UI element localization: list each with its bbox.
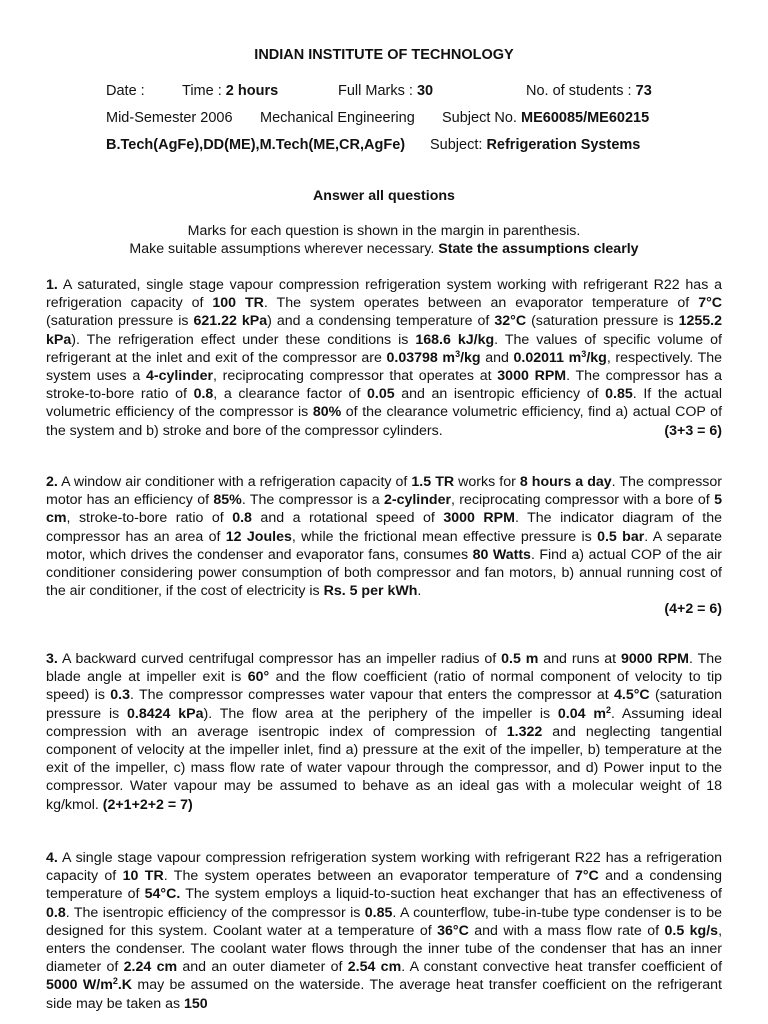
question-1	[46, 276, 722, 440]
question-2-text: 2. A window air conditioner with a refrigeration capacity of 1.5 TR works for 8 hours a day. The compressor motor has an efficiency of 85%. The compressor is a 2-cylinder, reciprocating compressor with a bore of 5 cm, stroke-to-bore ratio of 0.8 and a rotational speed of 3000 RPM. The indicator diagram of the compressor has an area of 12 Joules, while the frictional mean effective pressure is 0.5 bar. A separate motor, which drives the condenser and evaporator fans, consumes 80 Watts. Find a) actual COP of the air conditioner considering power consumption of both compressor and fan motors, b) annual running cost of the air conditioner, if the cost of electricity is Rs. 5 per kWh.	[46, 474, 723, 600]
instructions-line-1: Marks for each question is shown in the margin in parenthesis.	[187, 223, 581, 239]
question-1-marks: (3+3 = 6)	[664, 422, 722, 439]
date-field: Date :	[106, 83, 145, 99]
question-3	[46, 650, 722, 814]
subject-field: Subject: Refrigeration Systems	[430, 137, 641, 153]
instructions-heading: Answer all questions	[313, 188, 455, 204]
subject-no-field: Subject No. ME60085/ME60215	[442, 110, 650, 126]
question-4	[46, 849, 722, 1013]
semester-field: Mid-Semester 2006	[106, 110, 233, 126]
institute-title: INDIAN INSTITUTE OF TECHNOLOGY	[254, 47, 514, 63]
students-field: No. of students : 73	[526, 83, 652, 99]
programs-field: B.Tech(AgFe),DD(ME),M.Tech(ME,CR,AgFe)	[106, 137, 406, 153]
full-marks-field: Full Marks : 30	[338, 83, 434, 99]
question-2-marks: (4+2 = 6)	[664, 601, 722, 618]
department-field: Mechanical Engineering	[260, 110, 415, 126]
question-2	[46, 473, 722, 619]
question-3-text: 3. A backward curved centrifugal compressor has an impeller radius of 0.5 m and runs at 9000 RPM. The blade angle at impeller exit is 60° and the flow coefficient (ratio of normal component of velocity to tip speed) is 0.3. The compressor compresses water vapour that enters the compressor at 4.5°C (saturation pressure is 0.8424 kPa). The flow area at the periphery of the impeller is 0.04 $m^2$. Assuming ideal compression with an average isentropic index of compression of 1.322 and neglecting tangential component of velocity at the impeller inlet, find a) pressure at the exit of the impeller, b) temperature at the exit of the impeller, c) mass flow rate of water vapour through the compressor, and d) Power input to the compressor. Water vapour may be assumed to behave as an ideal gas with a molecular weight of 18 kg/kmol. (2+1+2+2 = 7)	[46, 651, 723, 813]
question-1-text: 1. A saturated, single stage vapour compression refrigeration system working with refrigerant R22 has a refrigeration capacity of 100 TR. The system operates between an evaporator temperature of 7°C (saturation pressure is 621.22 kPa) and a condensing temperature of 32°C (saturation pressure is 1255.2 kPa). The refrigeration effect under these conditions is 168.6 kJ/kg. The values of specific volume of refrigerant at the inlet and exit of the compressor are 0.03798 $m^3/kg$ and 0.02011 $m^3/kg$, respectively. The system uses a 4-cylinder, reciprocating compressor that operates at 3000 RPM. The compressor has a stroke-to-bore ratio of 0.8, a clearance factor of 0.05 and an isentropic efficiency of 0.85. If the actual volumetric efficiency of the compressor is 80% of the clearance volumetric efficiency, find a) actual COP of the system and b) stroke and bore of the compressor cylinders. (3+3 = 6)	[46, 277, 723, 439]
instructions-line-2: Make suitable assumptions wherever necessary. State the assumptions clearly	[129, 241, 639, 257]
question-4-text: 4. A single stage vapour compression refrigeration system working with refrigerant R22 has a refrigeration capacity of 10 TR. The system operates between an evaporator temperature of 7°C and a condensing temperature of 54°C. The system employs a liquid-to-suction heat exchanger that has an effectiveness of 0.8. The isentropic efficiency of the compressor is 0.85. A counterflow, tube-in-tube type condenser is to be designed for this system. Coolant water at a temperature of 36°C and with a mass flow rate of 0.5 kg/s, enters the condenser. The coolant water flows through the inner tube of the condenser that has an inner diameter of 2.24 cm and an outer diameter of 2.54 cm. A constant convective heat transfer coefficient of 5000 $W/m^2.K$ may be assumed on the waterside. The average heat transfer coefficient on the refrigerant side may be taken as 150	[46, 850, 723, 1012]
time-field: Time : 2 hours	[182, 83, 279, 99]
question-3-marks: (2+1+2+2 = 7)	[102, 796, 193, 813]
